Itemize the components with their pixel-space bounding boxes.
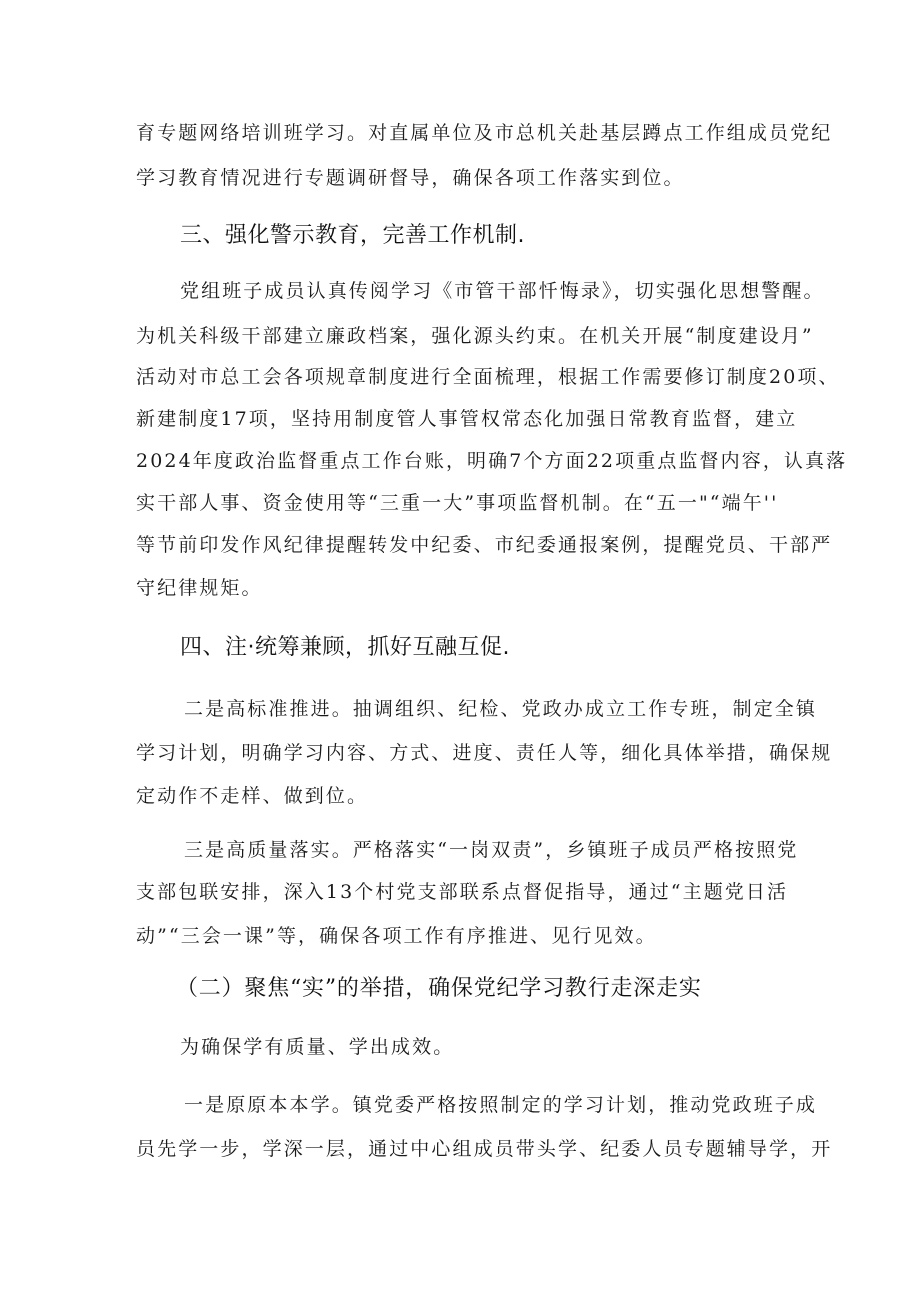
paragraph-1-line-1: 育专题网络培训班学习。对直属单位及市总机关赴基层蹲点工作组成员党纪 <box>136 122 833 144</box>
paragraph-2-line-5: 2024年度政治监督重点工作台账，明确7个方面22项重点监督内容，认真落 <box>136 450 848 472</box>
paragraph-2-line-8: 守纪律规矩。 <box>136 577 263 599</box>
paragraph-4-line-2: 支部包联安排，深入13个村党支部联系点督促指导，通过“主题党日活 <box>136 881 789 903</box>
paragraph-5-line-1: 为确保学有质量、学出成效。 <box>180 1036 455 1058</box>
paragraph-2-line-6: 实干部人事、资金使用等“三重一大”事项监督机制。在“五一"“端午'' <box>136 492 779 514</box>
paragraph-2-line-3: 活动对市总工会各项规章制度进行全面梳理，根据工作需要修订制度20项、 <box>136 366 840 388</box>
paragraph-3-line-2: 学习计划，明确学习内容、方式、进度、责任人等，细化具体举措，确保规 <box>136 742 833 764</box>
paragraph-2-line-7: 等节前印发作风纪律提醒转发中纪委、市纪委通报案例，提醒党员、干部严 <box>136 534 833 556</box>
paragraph-2-line-4: 新建制度17项，坚持用制度管人事管权常态化加强日常教育监督，建立 <box>136 408 798 430</box>
paragraph-4-line-3: 动”“三会一课”等，确保各项工作有序推进、见行见效。 <box>136 925 657 947</box>
section-heading-3: 三、强化警示教育，完善工作机制. <box>180 223 525 248</box>
paragraph-2-line-2: 为机关科级干部建立廉政档案，强化源头约束。在机关开展“制度建设月” <box>136 325 814 347</box>
paragraph-3-line-3: 定动作不走样、做到位。 <box>136 785 369 807</box>
section-heading-4: 四、注·统筹兼顾，抓好互融互促. <box>180 635 510 660</box>
paragraph-6-line-2: 员先学一步，学深一层，通过中心组成员带头学、纪委人员专题辅导学，开 <box>136 1138 833 1160</box>
sub-section-heading: （二）聚焦“实”的举措，确保党纪学习教行走深走实 <box>176 976 702 1001</box>
paragraph-3-line-1: 二是高标准推进。抽调组织、纪检、党政办成立工作专班，制定全镇 <box>184 698 818 720</box>
paragraph-6-line-1: 一是原原本本学。镇党委严格按照制定的学习计划，推动党政班子成 <box>184 1094 818 1116</box>
paragraph-4-line-1: 三是高质量落实。严格落实“一岗双责”，乡镇班子成员严格按照党 <box>184 839 799 861</box>
paragraph-2-line-1: 党组班子成员认真传阅学习《市管干部忏悔录》，切实强化思想警醒。 <box>180 280 825 302</box>
paragraph-1-line-2: 学习教育情况进行专题调研督导，确保各项工作落实到位。 <box>136 167 685 189</box>
